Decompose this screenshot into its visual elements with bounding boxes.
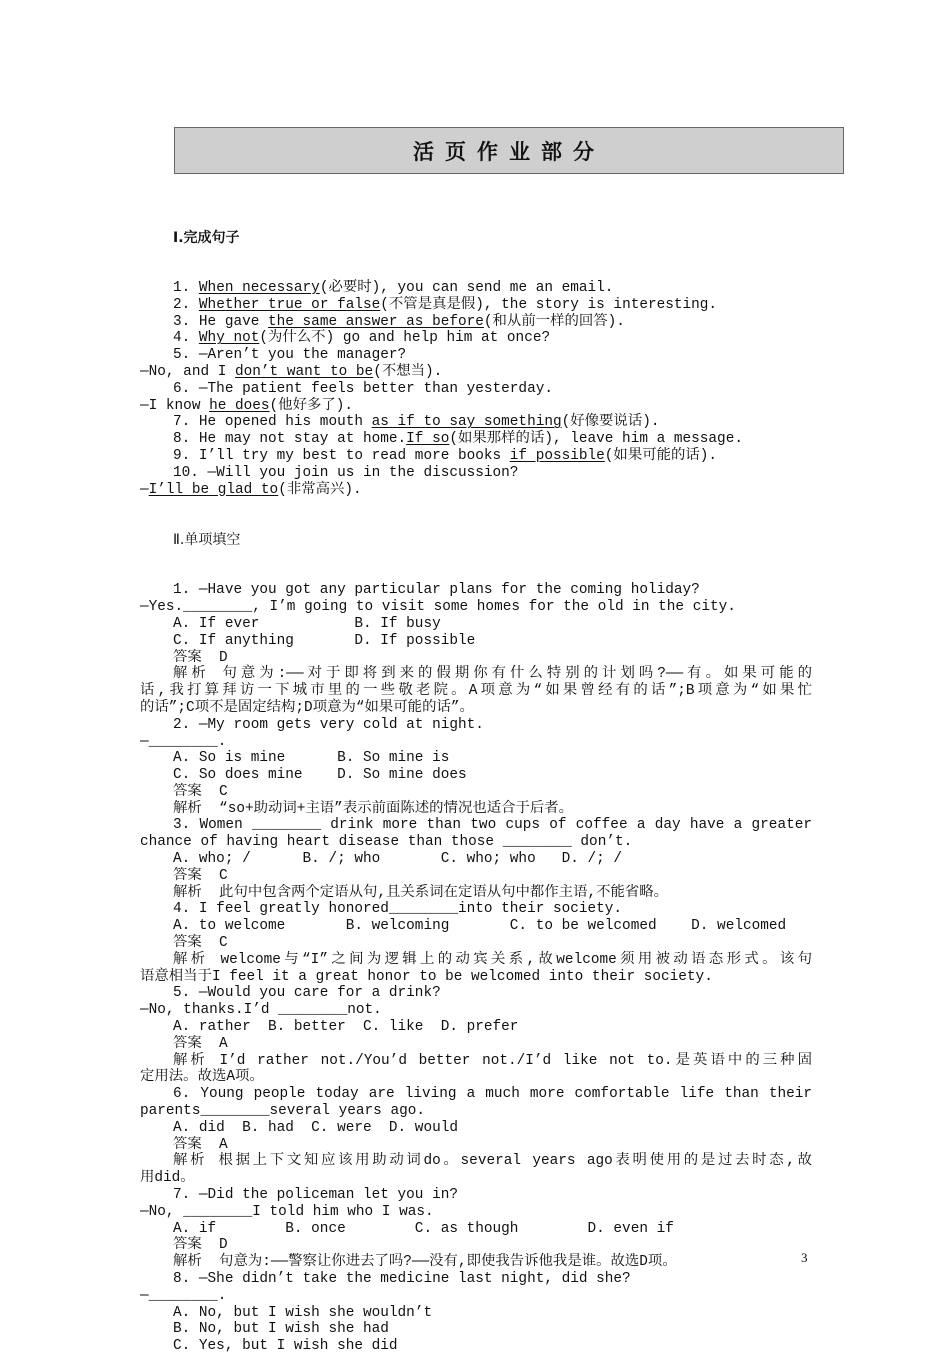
line-text: A. If ever B. If busy bbox=[173, 615, 441, 632]
line-text: —No, and I bbox=[140, 363, 235, 380]
answer-text: as if to say something bbox=[371, 414, 562, 431]
section2-line bbox=[140, 1120, 812, 1137]
section2-line bbox=[140, 1288, 812, 1305]
line-text: 答案 C bbox=[173, 783, 228, 800]
line-text: 定用法。故选A项。 bbox=[140, 1069, 264, 1086]
section1-line bbox=[140, 381, 812, 398]
section2-line bbox=[140, 918, 812, 935]
section1-line bbox=[140, 414, 812, 431]
section2-line bbox=[140, 1237, 812, 1254]
line-text: 6. Young people today are living a much more comfortable life than their bbox=[173, 1086, 812, 1103]
line-text: A. So is mine B. So mine is bbox=[173, 750, 450, 767]
section2-line bbox=[140, 700, 812, 717]
section2-line bbox=[140, 851, 812, 868]
section2-line bbox=[140, 1170, 812, 1187]
section2-line bbox=[140, 734, 812, 751]
line-text: (如果那样的话), leave him a message. bbox=[449, 431, 743, 448]
section1-line bbox=[140, 280, 812, 297]
section2-line bbox=[140, 599, 812, 616]
section1-line bbox=[140, 347, 812, 364]
line-text: 解析 句意为:——对于即将到来的假期你有什么特别的计划吗?——有。如果可能的 bbox=[173, 666, 812, 683]
line-text: A. to welcome B. welcoming C. to be welcomed D. welcomed bbox=[173, 918, 787, 935]
line-text: —Yes.________, I’m going to visit some homes for the old in the city. bbox=[140, 599, 736, 616]
line-text: (为什么不) go and help him at once? bbox=[259, 330, 551, 347]
answer-text: don’t want to be bbox=[235, 363, 374, 380]
line-text: 8. He may not stay at home. bbox=[173, 431, 407, 448]
line-text: —No, thanks.I’d ________not. bbox=[140, 1002, 382, 1019]
section2-lines bbox=[140, 582, 812, 1355]
line-text: 解析 I’d rather not./You’d better not./I’d like not to.是英语中的三种固 bbox=[173, 1052, 812, 1069]
section2-line bbox=[140, 616, 812, 633]
line-text: 解析 welcome与“I”之间为逻辑上的动宾关系,故welcome须用被动语态形式。该句 bbox=[173, 951, 812, 968]
section-banner bbox=[174, 127, 844, 174]
line-text: —________. bbox=[140, 1287, 227, 1304]
section1-line bbox=[140, 431, 812, 448]
section2-line bbox=[140, 633, 812, 650]
line-text: chance of having heart disease than those ________ don’t. bbox=[140, 834, 633, 851]
answer-text: When necessary bbox=[198, 279, 320, 296]
section1-heading: Ⅰ.完成句子 bbox=[173, 229, 240, 246]
line-text: 答案 C bbox=[173, 935, 228, 952]
line-text: (不想当). bbox=[373, 363, 443, 380]
section2-line bbox=[140, 985, 812, 1002]
section2-line bbox=[140, 868, 812, 885]
section2-line bbox=[140, 801, 812, 818]
line-text: 9. I’ll try my best to read more books bbox=[173, 447, 510, 464]
section2-line bbox=[140, 1137, 812, 1154]
section1-line bbox=[140, 330, 812, 347]
section2-line bbox=[140, 784, 812, 801]
line-text: (必要时), you can send me an email. bbox=[319, 279, 614, 296]
section2-line bbox=[140, 717, 812, 734]
section2-line bbox=[140, 1321, 812, 1338]
line-text: A. No, but I wish she wouldn’t bbox=[173, 1304, 433, 1321]
line-text: parents________several years ago. bbox=[140, 1103, 425, 1120]
section2-line bbox=[140, 1103, 812, 1120]
section2-line bbox=[140, 666, 812, 683]
line-text: 语意相当于I feel it a great honor to be welcomed into their society. bbox=[140, 968, 713, 985]
line-text: 用did。 bbox=[140, 1170, 195, 1187]
section2-line bbox=[140, 1204, 812, 1221]
line-text: 1. bbox=[173, 279, 199, 296]
section2-line bbox=[140, 1187, 812, 1204]
section2-line bbox=[140, 1036, 812, 1053]
section1-line bbox=[140, 448, 812, 465]
section2-line bbox=[140, 1254, 812, 1271]
line-text: 的话”;C项不是固定结构;D项意为“如果可能的话”。 bbox=[140, 699, 474, 716]
line-text: 2. bbox=[173, 296, 199, 313]
section2-line bbox=[140, 1002, 812, 1019]
answer-text: he does bbox=[209, 397, 270, 414]
line-text: (好像要说话). bbox=[561, 414, 660, 431]
section2-line bbox=[140, 1069, 812, 1086]
answer-text: I’ll be glad to bbox=[148, 481, 279, 498]
line-text: 答案 D bbox=[173, 1237, 228, 1254]
line-text: 3. He gave bbox=[173, 313, 268, 330]
line-text: 3. Women ________ drink more than two cups of coffee a day have a greater bbox=[173, 817, 812, 834]
line-text: 6. —The patient feels better than yesterday. bbox=[173, 380, 553, 397]
section1-line bbox=[140, 364, 812, 381]
section2-line bbox=[140, 1338, 812, 1355]
section2-line bbox=[140, 1221, 812, 1238]
section2-line bbox=[140, 901, 812, 918]
line-text: 4. bbox=[173, 330, 199, 347]
line-text: A. who; / B. /; who C. who; who D. /; / bbox=[173, 851, 623, 868]
section2-line bbox=[140, 952, 812, 969]
line-text: A. rather B. better C. like D. prefer bbox=[173, 1019, 519, 1036]
line-text: (不管是真是假), the story is interesting. bbox=[380, 296, 718, 313]
line-text: — bbox=[140, 481, 149, 498]
line-text: 解析 “so+助动词+主语”表示前面陈述的情况也适合于后者。 bbox=[173, 800, 574, 817]
line-text: (和从前一样的回答). bbox=[483, 313, 625, 330]
section2-line bbox=[140, 935, 812, 952]
section2-line bbox=[140, 817, 812, 834]
line-text: A. if B. once C. as though D. even if bbox=[173, 1220, 674, 1237]
line-text: 答案 A bbox=[173, 1035, 228, 1052]
line-text: (他好多了). bbox=[269, 397, 354, 414]
section1-line bbox=[140, 465, 812, 482]
line-text: 10. —Will you join us in the discussion? bbox=[173, 464, 519, 481]
line-text: —________. bbox=[140, 733, 227, 750]
line-text: —I know bbox=[140, 397, 210, 414]
answer-text: the same answer as before bbox=[268, 313, 484, 330]
section2-line bbox=[140, 1305, 812, 1322]
line-text: 话,我打算拜访一下城市里的一些敬老院。A项意为“如果曾经有的话”;B项意为“如果忙 bbox=[140, 683, 812, 700]
section1-line bbox=[140, 314, 812, 331]
section2-line bbox=[140, 683, 812, 700]
line-text: 5. —Would you care for a drink? bbox=[173, 985, 441, 1002]
section2-line bbox=[140, 750, 812, 767]
line-text: 答案 A bbox=[173, 1136, 228, 1153]
line-text: (非常高兴). bbox=[278, 481, 362, 498]
section2-line bbox=[140, 1153, 812, 1170]
section2-line bbox=[140, 1019, 812, 1036]
section1-lines bbox=[140, 280, 812, 498]
answer-text: Why not bbox=[198, 330, 260, 347]
section2-line bbox=[140, 767, 812, 784]
section2-line bbox=[140, 1271, 812, 1288]
section1-line bbox=[140, 482, 812, 499]
line-text: 2. —My room gets very cold at night. bbox=[173, 716, 484, 733]
line-text: 1. —Have you got any particular plans for the coming holiday? bbox=[173, 582, 700, 599]
line-text: 4. I feel greatly honored________into their society. bbox=[173, 901, 623, 918]
line-text: 答案 D bbox=[173, 649, 228, 666]
section2-line bbox=[140, 650, 812, 667]
line-text: 7. —Did the policeman let you in? bbox=[173, 1187, 458, 1204]
line-text: 解析 此句中包含两个定语从句,且关系词在定语从句中都作主语,不能省略。 bbox=[173, 884, 669, 901]
line-text: 答案 C bbox=[173, 867, 228, 884]
section2-line bbox=[140, 834, 812, 851]
line-text: 5. —Aren’t you the manager? bbox=[173, 347, 407, 364]
section2-heading: Ⅱ.单项填空 bbox=[173, 531, 241, 548]
line-text: C. So does mine D. So mine does bbox=[173, 767, 467, 784]
answer-text: if possible bbox=[509, 447, 605, 464]
line-text: (如果可能的话). bbox=[604, 447, 718, 464]
worksheet-body bbox=[140, 196, 812, 1372]
section1-line bbox=[140, 398, 812, 415]
section1-line bbox=[140, 297, 812, 314]
line-text: C. If anything D. If possible bbox=[173, 632, 476, 649]
section2-line bbox=[140, 582, 812, 599]
answer-text: If so bbox=[406, 431, 450, 448]
banner-title: 活页作业部分 bbox=[413, 138, 605, 164]
line-text: 解析 根据上下文知应该用助动词do。several years ago表明使用的是过去时态,故 bbox=[173, 1153, 812, 1170]
line-text: 解析 句意为:——警察让你进去了吗?——没有,即使我告诉他我是谁。故选D项。 bbox=[173, 1254, 677, 1271]
section2-line bbox=[140, 969, 812, 986]
section2-line bbox=[140, 1086, 812, 1103]
line-text: 8. —She didn’t take the medicine last night, did she? bbox=[173, 1271, 631, 1287]
answer-text: Whether true or false bbox=[198, 296, 381, 313]
line-text: C. Yes, but I wish she did bbox=[173, 1338, 398, 1355]
page-number: 3 bbox=[801, 1250, 808, 1265]
line-text: A. did B. had C. were D. would bbox=[173, 1119, 458, 1136]
section2-line bbox=[140, 885, 812, 902]
section2-line bbox=[140, 1053, 812, 1070]
line-text: —No, ________I told him who I was. bbox=[140, 1203, 434, 1220]
line-text: 7. He opened his mouth bbox=[173, 414, 372, 431]
line-text: B. No, but I wish she had bbox=[173, 1321, 389, 1338]
